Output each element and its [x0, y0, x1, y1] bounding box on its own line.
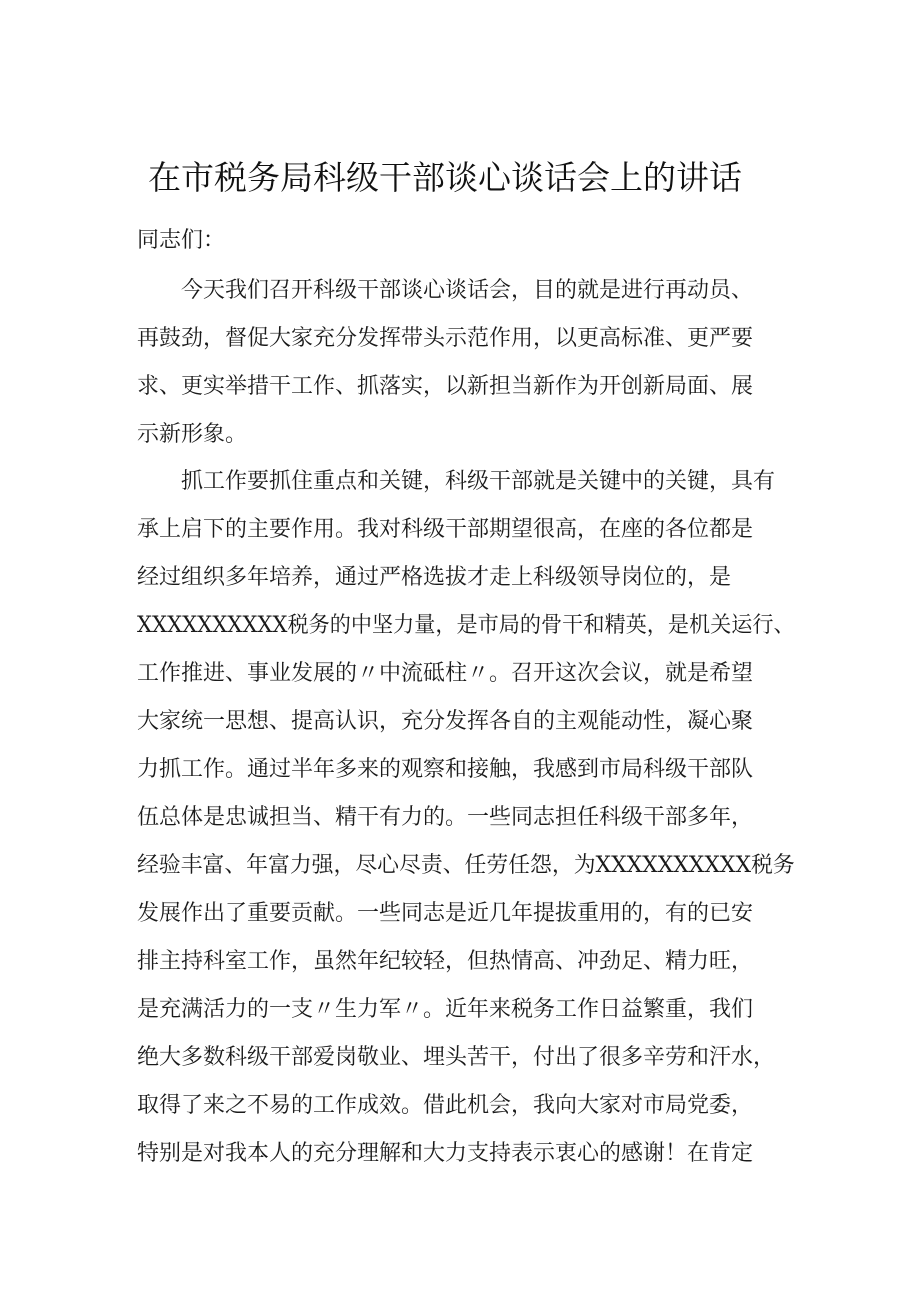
text-line: 大家统一思想、提高认识，充分发挥各自的主观能动性，凝心聚	[137, 709, 754, 734]
text-line: 伍总体是忠诚担当、精干有力的。一些同志担任科级干部多年，	[137, 805, 754, 830]
text-line: 抓工作要抓住重点和关键，科级干部就是关键中的关键，具有	[181, 469, 776, 494]
text-line: 求、更实举措干工作、抓落实，以新担当新作为开创新局面、展	[137, 374, 754, 399]
text-line: 力抓工作。通过半年多来的观察和接触，我感到市局科级干部队	[137, 757, 754, 782]
salutation: 同志们：	[137, 228, 226, 253]
text-line: 再鼓劲，督促大家充分发挥带头示范作用，以更高标准、更严要	[137, 326, 754, 351]
text-line: 承上启下的主要作用。我对科级干部期望很高，在座的各位都是	[137, 517, 754, 542]
text-line: 是充满活力的一支〃生力军〃。近年来税务工作日益繁重，我们	[137, 997, 754, 1022]
text-line: 取得了来之不易的工作成效。借此机会，我向大家对市局党委，	[137, 1093, 754, 1118]
document-title: 在市税务局科级干部谈心谈话会上的讲话	[148, 158, 742, 197]
text-line: 发展作出了重要贡献。一些同志是近几年提拔重用的，有的已安	[137, 901, 754, 926]
text-line: 经验丰富、年富力强，尽心尽责、任劳任怨，为XXXXXXXXXX税务	[137, 853, 795, 878]
text-line: 工作推进、事业发展的〃中流砥柱〃。召开这次会议，就是希望	[137, 661, 754, 686]
text-line: 特别是对我本人的充分理解和大力支持表示衷心的感谢！在肯定	[137, 1141, 754, 1166]
text-line: XXXXXXXXXX税务的中坚力量，是市局的骨干和精英，是机关运行、	[137, 613, 795, 638]
text-line: 绝大多数科级干部爱岗敬业、埋头苦干，付出了很多辛劳和汗水，	[137, 1045, 776, 1070]
text-line: 排主持科室工作，虽然年纪较轻，但热情高、冲劲足、精力旺，	[137, 949, 754, 974]
text-line: 今天我们召开科级干部谈心谈话会，目的就是进行再动员、	[181, 278, 754, 303]
text-line: 经过组织多年培养，通过严格选拔才走上科级领导岗位的，是	[137, 565, 732, 590]
text-line: 示新形象。	[137, 422, 248, 447]
